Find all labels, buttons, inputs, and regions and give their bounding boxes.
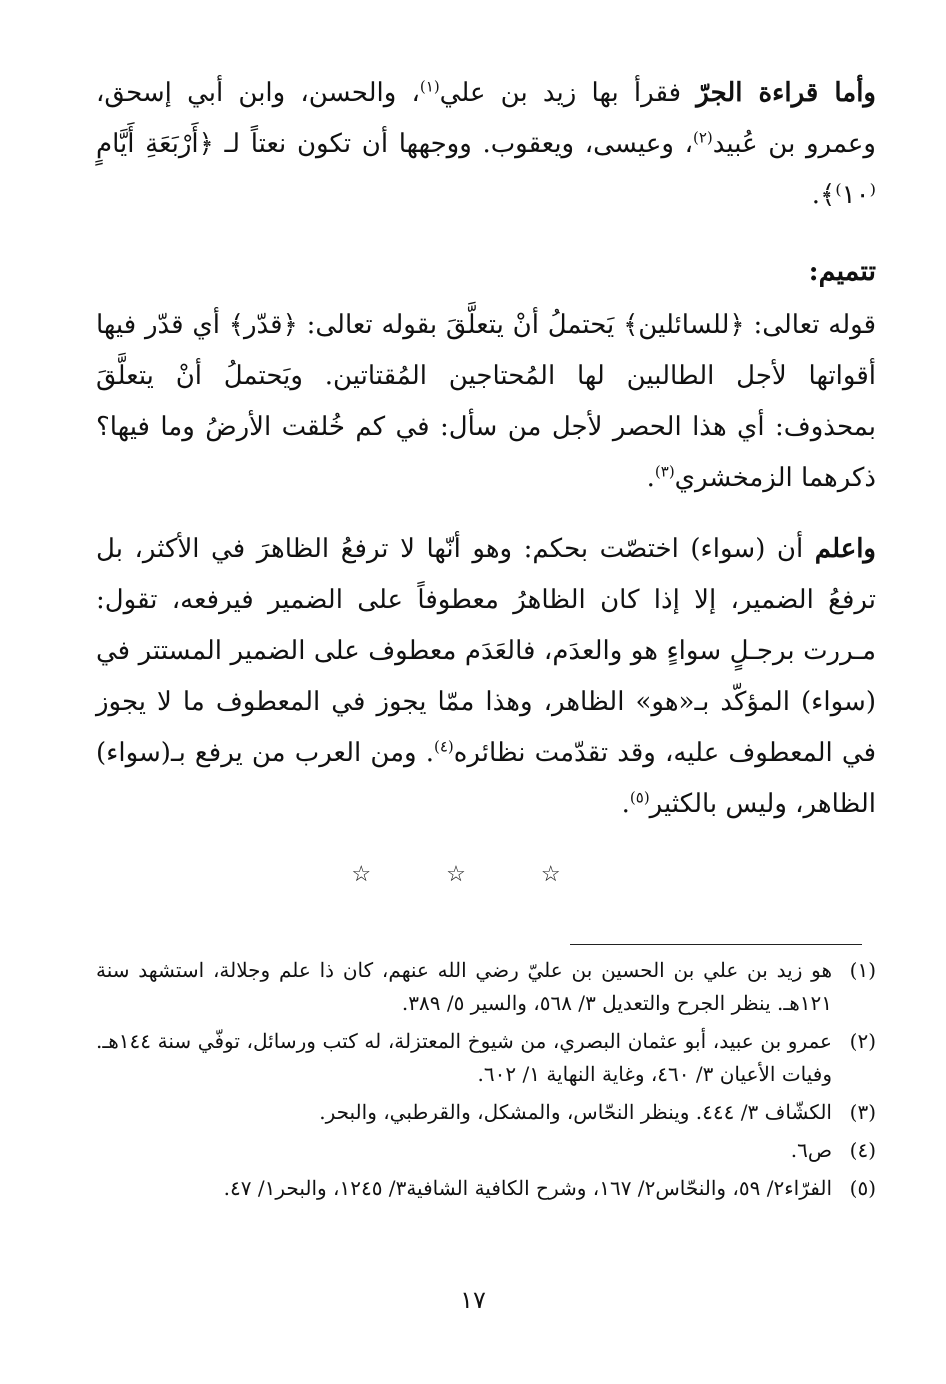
footnote-ref-1[interactable]: (١): [419, 77, 440, 96]
footnote-text: عمرو بن عبيد، أبو عثمان البصري، من شيوخ المعتزلة، له كتب ورسائل، توفّي سنة ١٤٤هـ. وفيات الأعيان ٣/ ٤٦٠، وغاية النهاية ١/ ٦٠٢.: [96, 1029, 832, 1086]
paragraph-text: أن (سواء) اختصّت بحكم: وهو أنّها لا ترفعُ الظاهرَ في الأكثر، بل ترفعُ الضمير، إلا إذا كان الظاهرُ معطوفاً على الضمير فيرفعه، تقول: مـررت برجـلٍ سواءٍ هو والعدَم، فالعَدَم معطوف على الضمير المستتر في (سواء) المؤكّد بـ«هو» الظاهر، وهذا ممّا يجوز في المعطوف ما لا يجوز في المعطوف عليه، وقد تقدّمت نظائره: [96, 534, 876, 768]
paragraph-text: .: [646, 463, 655, 493]
paragraph-sawaa: [96, 524, 876, 830]
paragraph-text: فقرأ بها زيد بن علي: [439, 78, 697, 108]
footnote-number: (٣): [849, 1100, 876, 1124]
paragraph-text: . ومن العرب من يرفع بـ(سواء) الظاهر، وليس بالكثير: [96, 738, 876, 819]
footnote-number: (١): [849, 958, 876, 982]
paragraph-lead: واعلم: [814, 534, 876, 564]
footnote-item: [96, 1172, 876, 1205]
paragraph-text: ، والحسن، وابن أبي إسحق، وعمرو بن عُبيد: [96, 78, 876, 159]
section-heading: تتميم:: [808, 256, 876, 287]
paragraph-lead: وأما قراءة الجرّ: [696, 78, 876, 108]
footnote-item: [96, 1096, 876, 1129]
footnotes-list: [96, 954, 876, 1210]
paragraph-text: قوله تعالى: ﴿للسائلين﴾ يَحتملُ أنْ يتعلَّقَ بقوله تعالى: ﴿قدّر﴾ أي قدّر فيها أقواتها لأجل الطالبين لها المُحتاجين المُقتاتين. ويَحتملُ أنْ يتعلَّقَ بمحذوف: أي هذا الحصر لأجل من سأل: في كم خُلقت الأرضُ وما فيها؟ ذكرهما الزمخشري: [96, 310, 876, 493]
footnote-ref-4[interactable]: (٤): [434, 737, 454, 756]
footnote-text: الفرّاء٢/ ٥٩، والنحّاس٢/ ١٦٧، وشرح الكافية الشافية٣/ ١٢٤٥، والبحر١/ ٤٧.: [223, 1176, 832, 1200]
paragraph-tatmim: [96, 300, 876, 504]
footnote-item: [96, 1134, 876, 1167]
paragraph-text: .: [621, 789, 630, 819]
footnote-number: (٢): [849, 1029, 876, 1053]
paragraph-reading-jarr: [96, 68, 876, 221]
section-separator-stars: ☆ ☆ ☆: [351, 862, 595, 887]
footnote-item: [96, 954, 876, 1020]
footnote-text: الكشّاف ٣/ ٤٤٤. وينظر النحّاس، والمشكل، والقرطبي، والبحر.: [319, 1100, 832, 1124]
footnote-divider: [570, 944, 862, 945]
footnote-ref-3[interactable]: (٣): [654, 462, 675, 481]
footnote-ref-2[interactable]: (٢): [693, 128, 713, 147]
footnote-number: (٥): [849, 1176, 876, 1200]
footnote-number: (٤): [849, 1138, 876, 1162]
footnote-ref-5[interactable]: (٥): [629, 788, 650, 807]
footnote-item: [96, 1025, 876, 1091]
paragraph-text: ، وعيسى، ويعقوب. ووجهها أن تكون نعتاً لـ ﴿أَرْبَعَةِ أَيَّامٍ ⁽١٠⁾﴾.: [96, 129, 876, 210]
page-number: ١٧: [460, 1286, 486, 1314]
footnote-text: هو زيد بن علي بن الحسين بن عليّ رضي الله عنهم، كان ذا علم وجلالة، استشهد سنة ١٢١هـ. ينظر الجرح والتعديل ٣/ ٥٦٨، والسير ٥/ ٣٨٩.: [96, 958, 832, 1015]
footnote-text: ص٦.: [790, 1138, 832, 1162]
